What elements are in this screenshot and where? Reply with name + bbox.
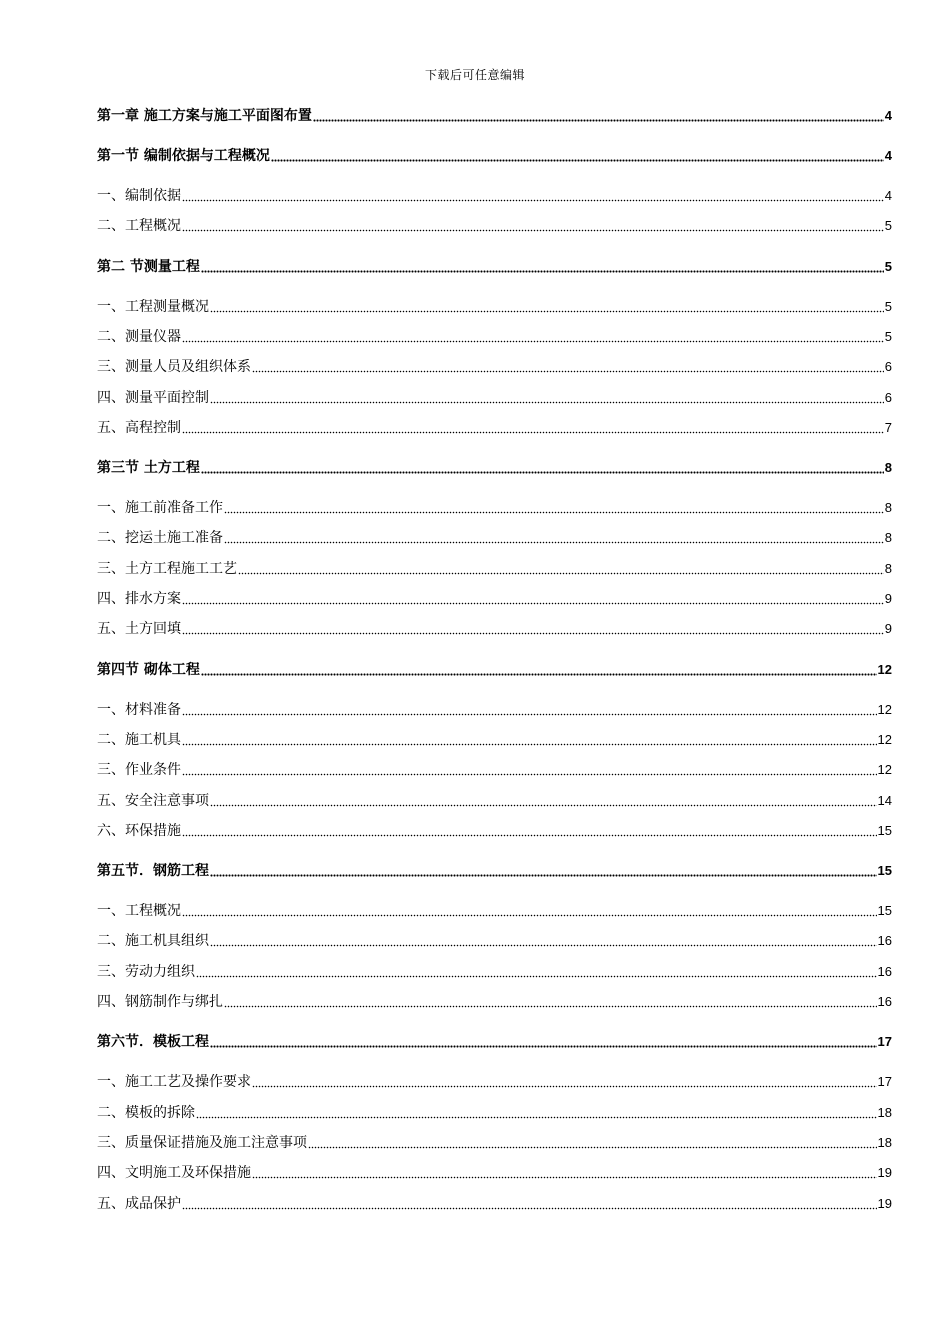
toc-page-number: 18 — [877, 1135, 892, 1150]
toc-entry-label: 一、材料准备 — [97, 702, 181, 718]
toc-item-entry[interactable] — [97, 1162, 892, 1182]
toc-dot-leader — [210, 943, 877, 947]
toc-item-entry[interactable] — [97, 930, 892, 950]
toc-dot-leader — [182, 712, 877, 716]
toc-item-entry[interactable] — [97, 1071, 892, 1091]
toc-item-entry[interactable] — [97, 387, 892, 407]
toc-entry-label: 二、施工机具组织 — [97, 933, 209, 949]
toc-page-number: 19 — [877, 1196, 892, 1211]
toc-entry-label: 第四节 砌体工程 — [97, 662, 200, 678]
toc-item-entry[interactable] — [97, 588, 892, 608]
toc-page-number: 12 — [877, 662, 892, 677]
toc-dot-leader — [182, 631, 884, 635]
toc-item-entry[interactable] — [97, 497, 892, 517]
toc-page-number: 8 — [884, 530, 892, 545]
toc-entry-label: 四、排水方案 — [97, 591, 181, 607]
toc-item-entry[interactable] — [97, 356, 892, 376]
toc-page-number: 4 — [884, 188, 892, 203]
toc-dot-leader — [182, 430, 884, 434]
toc-dot-leader — [210, 803, 877, 807]
toc-chapter-entry[interactable] — [97, 256, 892, 276]
toc-page-number: 7 — [884, 420, 892, 435]
toc-dot-leader — [201, 269, 884, 273]
toc-dot-leader — [271, 158, 884, 162]
toc-entry-label: 四、钢筋制作与绑扎 — [97, 994, 223, 1010]
toc-page-number: 16 — [877, 994, 892, 1009]
toc-item-entry[interactable] — [97, 991, 892, 1011]
toc-chapter-entry[interactable] — [97, 860, 892, 880]
toc-entry-label: 五、高程控制 — [97, 420, 181, 436]
toc-chapter-entry[interactable] — [97, 105, 892, 125]
toc-entry-label: 五、成品保护 — [97, 1196, 181, 1212]
toc-page-number: 4 — [884, 148, 892, 163]
toc-chapter-entry[interactable] — [97, 457, 892, 477]
toc-dot-leader — [313, 118, 884, 122]
toc-page-number: 12 — [877, 702, 892, 717]
toc-item-entry[interactable] — [97, 699, 892, 719]
toc-dot-leader — [182, 339, 884, 343]
toc-entry-label: 第一节 编制依据与工程概况 — [97, 148, 270, 164]
toc-dot-leader — [182, 228, 884, 232]
toc-page-number: 17 — [877, 1034, 892, 1049]
toc-entry-label: 第二 节测量工程 — [97, 259, 200, 275]
toc-item-entry[interactable] — [97, 215, 892, 235]
toc-dot-leader — [252, 1175, 877, 1179]
toc-dot-leader — [182, 601, 884, 605]
toc-item-entry[interactable] — [97, 1193, 892, 1213]
toc-item-entry[interactable] — [97, 961, 892, 981]
toc-entry-label: 一、工程测量概况 — [97, 299, 209, 315]
toc-dot-leader — [182, 833, 877, 837]
toc-chapter-entry[interactable] — [97, 1031, 892, 1051]
toc-entry-label: 四、测量平面控制 — [97, 390, 209, 406]
toc-dot-leader — [196, 1115, 877, 1119]
toc-dot-leader — [210, 1044, 877, 1048]
toc-item-entry[interactable] — [97, 759, 892, 779]
toc-page-number: 17 — [877, 1074, 892, 1089]
toc-dot-leader — [210, 400, 884, 404]
toc-dot-leader — [182, 772, 877, 776]
toc-entry-label: 五、安全注意事项 — [97, 793, 209, 809]
toc-dot-leader — [196, 974, 877, 978]
toc-entry-label: 二、测量仪器 — [97, 329, 181, 345]
toc-dot-leader — [182, 198, 884, 202]
toc-dot-leader — [224, 510, 884, 514]
toc-dot-leader — [201, 470, 884, 474]
toc-dot-leader — [252, 1084, 877, 1088]
toc-page-number: 9 — [884, 621, 892, 636]
toc-dot-leader — [252, 369, 884, 373]
page-header: 下载后可任意编辑 — [424, 68, 525, 82]
toc-entry-label: 三、作业条件 — [97, 762, 181, 778]
toc-dot-leader — [182, 913, 877, 917]
toc-page-number: 12 — [877, 732, 892, 747]
toc-item-entry[interactable] — [97, 900, 892, 920]
toc-dot-leader — [210, 873, 877, 877]
toc-entry-label: 一、施工前准备工作 — [97, 500, 223, 516]
toc-dot-leader — [224, 1004, 877, 1008]
toc-entry-label: 第五节．钢筋工程 — [97, 863, 209, 879]
toc-page-number: 8 — [884, 460, 892, 475]
toc-page-number: 15 — [877, 863, 892, 878]
toc-item-entry[interactable] — [97, 326, 892, 346]
toc-page-number: 18 — [877, 1105, 892, 1120]
toc-entry-label: 一、工程概况 — [97, 903, 181, 919]
toc-page-number: 5 — [884, 218, 892, 233]
toc-page-number: 5 — [884, 329, 892, 344]
toc-item-entry[interactable] — [97, 296, 892, 316]
toc-entry-label: 四、文明施工及环保措施 — [97, 1165, 251, 1181]
toc-page-number: 15 — [877, 823, 892, 838]
toc-entry-label: 第一章 施工方案与施工平面图布置 — [97, 108, 312, 124]
toc-dot-leader — [224, 540, 884, 544]
toc-item-entry[interactable] — [97, 185, 892, 205]
toc-page-number: 16 — [877, 964, 892, 979]
toc-entry-label: 第三节 土方工程 — [97, 460, 200, 476]
toc-dot-leader — [201, 672, 877, 676]
toc-entry-label: 五、土方回填 — [97, 621, 181, 637]
toc-dot-leader — [182, 742, 877, 746]
toc-chapter-entry[interactable] — [97, 145, 892, 165]
toc-entry-label: 一、施工工艺及操作要求 — [97, 1074, 251, 1090]
toc-entry-label: 二、模板的拆除 — [97, 1105, 195, 1121]
toc-page-number: 15 — [877, 903, 892, 918]
toc-dot-leader — [238, 571, 884, 575]
toc-item-entry[interactable] — [97, 417, 892, 437]
toc-entry-label: 三、测量人员及组织体系 — [97, 359, 251, 375]
toc-entry-label: 二、工程概况 — [97, 218, 181, 234]
toc-page-number: 12 — [877, 762, 892, 777]
toc-chapter-entry[interactable] — [97, 659, 892, 679]
toc-item-entry[interactable] — [97, 527, 892, 547]
toc-entry-label: 二、施工机具 — [97, 732, 181, 748]
toc-page-number: 9 — [884, 591, 892, 606]
toc-entry-label: 三、土方工程施工工艺 — [97, 561, 237, 577]
toc-item-entry[interactable] — [97, 1132, 892, 1152]
toc-entry-label: 一、编制依据 — [97, 188, 181, 204]
toc-entry-label: 第六节．模板工程 — [97, 1034, 209, 1050]
toc-page-number: 8 — [884, 561, 892, 576]
toc-page-number: 19 — [877, 1165, 892, 1180]
toc-page-number: 6 — [884, 390, 892, 405]
toc-item-entry[interactable] — [97, 729, 892, 749]
toc-page-number: 4 — [884, 108, 892, 123]
toc-entry-label: 三、劳动力组织 — [97, 964, 195, 980]
toc-item-entry[interactable] — [97, 618, 892, 638]
toc-item-entry[interactable] — [97, 820, 892, 840]
toc-entry-label: 六、环保措施 — [97, 823, 181, 839]
toc-item-entry[interactable] — [97, 1102, 892, 1122]
toc-item-entry[interactable] — [97, 558, 892, 578]
toc-page-number: 5 — [884, 299, 892, 314]
toc-page-number: 5 — [884, 259, 892, 274]
toc-entry-label: 三、质量保证措施及施工注意事项 — [97, 1135, 307, 1151]
toc-item-entry[interactable] — [97, 790, 892, 810]
toc-page-number: 8 — [884, 500, 892, 515]
toc-dot-leader — [308, 1145, 877, 1149]
toc-page-number: 16 — [877, 933, 892, 948]
toc-page-number: 14 — [877, 793, 892, 808]
toc-entry-label: 二、挖运土施工准备 — [97, 530, 223, 546]
toc-dot-leader — [182, 1206, 877, 1210]
toc-page-number: 6 — [884, 359, 892, 374]
toc-dot-leader — [210, 309, 884, 313]
